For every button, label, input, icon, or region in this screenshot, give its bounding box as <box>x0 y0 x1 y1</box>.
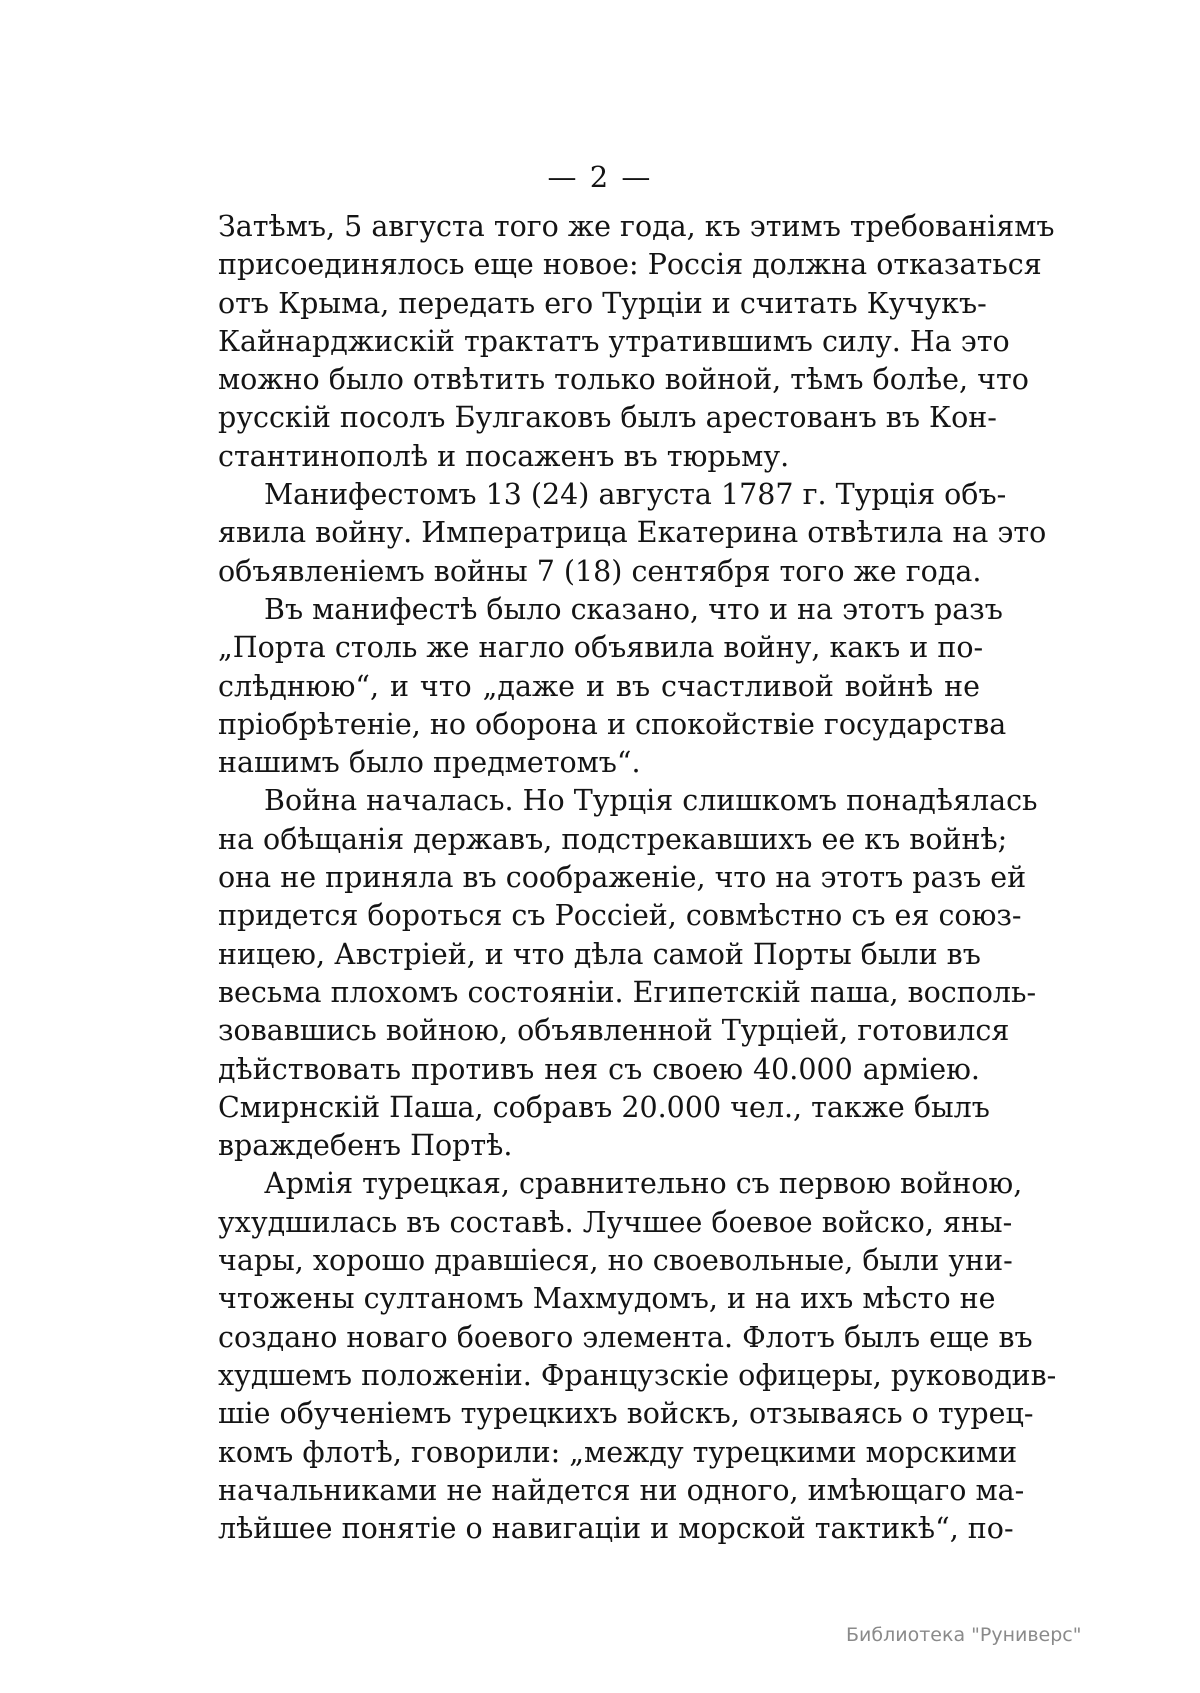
paragraph <box>218 782 1038 1165</box>
text-line: пріобрѣтеніе, но оборона и спокойствіе государства <box>218 707 1007 741</box>
text-line: Въ манифестѣ было сказано, что и на этотъ разъ <box>264 592 1003 626</box>
text-line: придется бороться съ Россіей, совмѣстно съ ея союз- <box>218 899 1022 933</box>
text-line: Затѣмъ, 5 августа того же года, къ этимъ требованіямъ <box>218 210 1055 243</box>
text-line: Армія турецкая, сравнительно съ первою войною, <box>264 1167 1023 1201</box>
text-line: чары, хорошо дравшіеся, но своевольные, были уни- <box>218 1244 1013 1278</box>
text-line: можно было отвѣтить только войной, тѣмъ болѣе, что <box>218 363 1029 397</box>
text-line: лѣйшее понятіе о навигаціи и морской тактикѣ“, по- <box>218 1512 1014 1546</box>
paragraph <box>218 208 1055 476</box>
text-line: отъ Крыма, передать его Турціи и считать Кучукъ- <box>218 286 987 320</box>
text-line: худшемъ положеніи. Французскіе офицеры, руководив- <box>218 1358 1057 1392</box>
text-line: ницею, Австріей, и что дѣла самой Порты были въ <box>218 937 981 971</box>
text-line: начальниками не найдется ни одного, имѣющаго ма- <box>218 1473 1025 1507</box>
text-line: ухудшилась въ составѣ. Лучшее боевое войско, яны- <box>218 1205 1013 1239</box>
text-line: явила войну. Императрица Екатерина отвѣтила на это <box>218 516 1047 550</box>
text-line: шіе обученіемъ турецкихъ войскъ, отзываясь о турец- <box>218 1397 1034 1431</box>
text-line: Кайнарджискій трактатъ утратившимъ силу. На это <box>218 324 1010 358</box>
text-line: дѣйствовать противъ нея съ своею 40.000 арміею. <box>218 1052 980 1086</box>
library-watermark: Библиотека "Руниверс" <box>846 1624 1082 1646</box>
text-line: Манифестомъ 13 (24) августа 1787 г. Турція объ- <box>264 478 1007 512</box>
paragraph <box>218 1165 1057 1548</box>
text-line: Смирнскій Паша, собравъ 20.000 чел., также былъ <box>218 1090 990 1124</box>
text-line: на обѣщанія державъ, подстрекавшихъ ее къ войнѣ; <box>218 822 1008 856</box>
text-line: нашимъ было предметомъ“. <box>218 746 641 780</box>
text-line: чтожены султаномъ Махмудомъ, и на ихъ мѣсто не <box>218 1282 996 1316</box>
paragraph <box>218 476 1047 591</box>
text-line: Война началась. Но Турція слишкомъ понадѣялась <box>264 784 1038 818</box>
text-line: создано новаго боевого элемента. Флотъ былъ еще въ <box>218 1320 1033 1354</box>
paragraph <box>218 591 1007 782</box>
text-line: комъ флотѣ, говорили: „между турецкими морскими <box>218 1435 1018 1469</box>
text-line: присоединялось еще новое: Россія должна отказаться <box>218 248 1042 282</box>
text-line: объявленіемъ войны 7 (18) сентября того же года. <box>218 554 982 588</box>
text-line: „Порта столь же нагло объявила войну, какъ и по- <box>218 631 984 665</box>
page-number: — 2 — <box>547 160 653 194</box>
body-text <box>218 208 1057 1548</box>
text-line: слѣднюю“, и что „даже и въ счастливой войнѣ не <box>218 669 980 703</box>
text-line: зовавшись войною, объявленной Турціей, готовился <box>218 1014 1010 1048</box>
text-line: она не приняла въ соображеніе, что на этотъ разъ ей <box>218 861 1027 895</box>
text-line: враждебенъ Портѣ. <box>218 1129 513 1163</box>
text-line: стантинополѣ и посаженъ въ тюрьму. <box>218 439 790 473</box>
text-line: русскій посолъ Булгаковъ былъ арестованъ въ Кон- <box>218 401 997 435</box>
text-line: весьма плохомъ состояніи. Египетскій паша, восполь- <box>218 975 1037 1009</box>
